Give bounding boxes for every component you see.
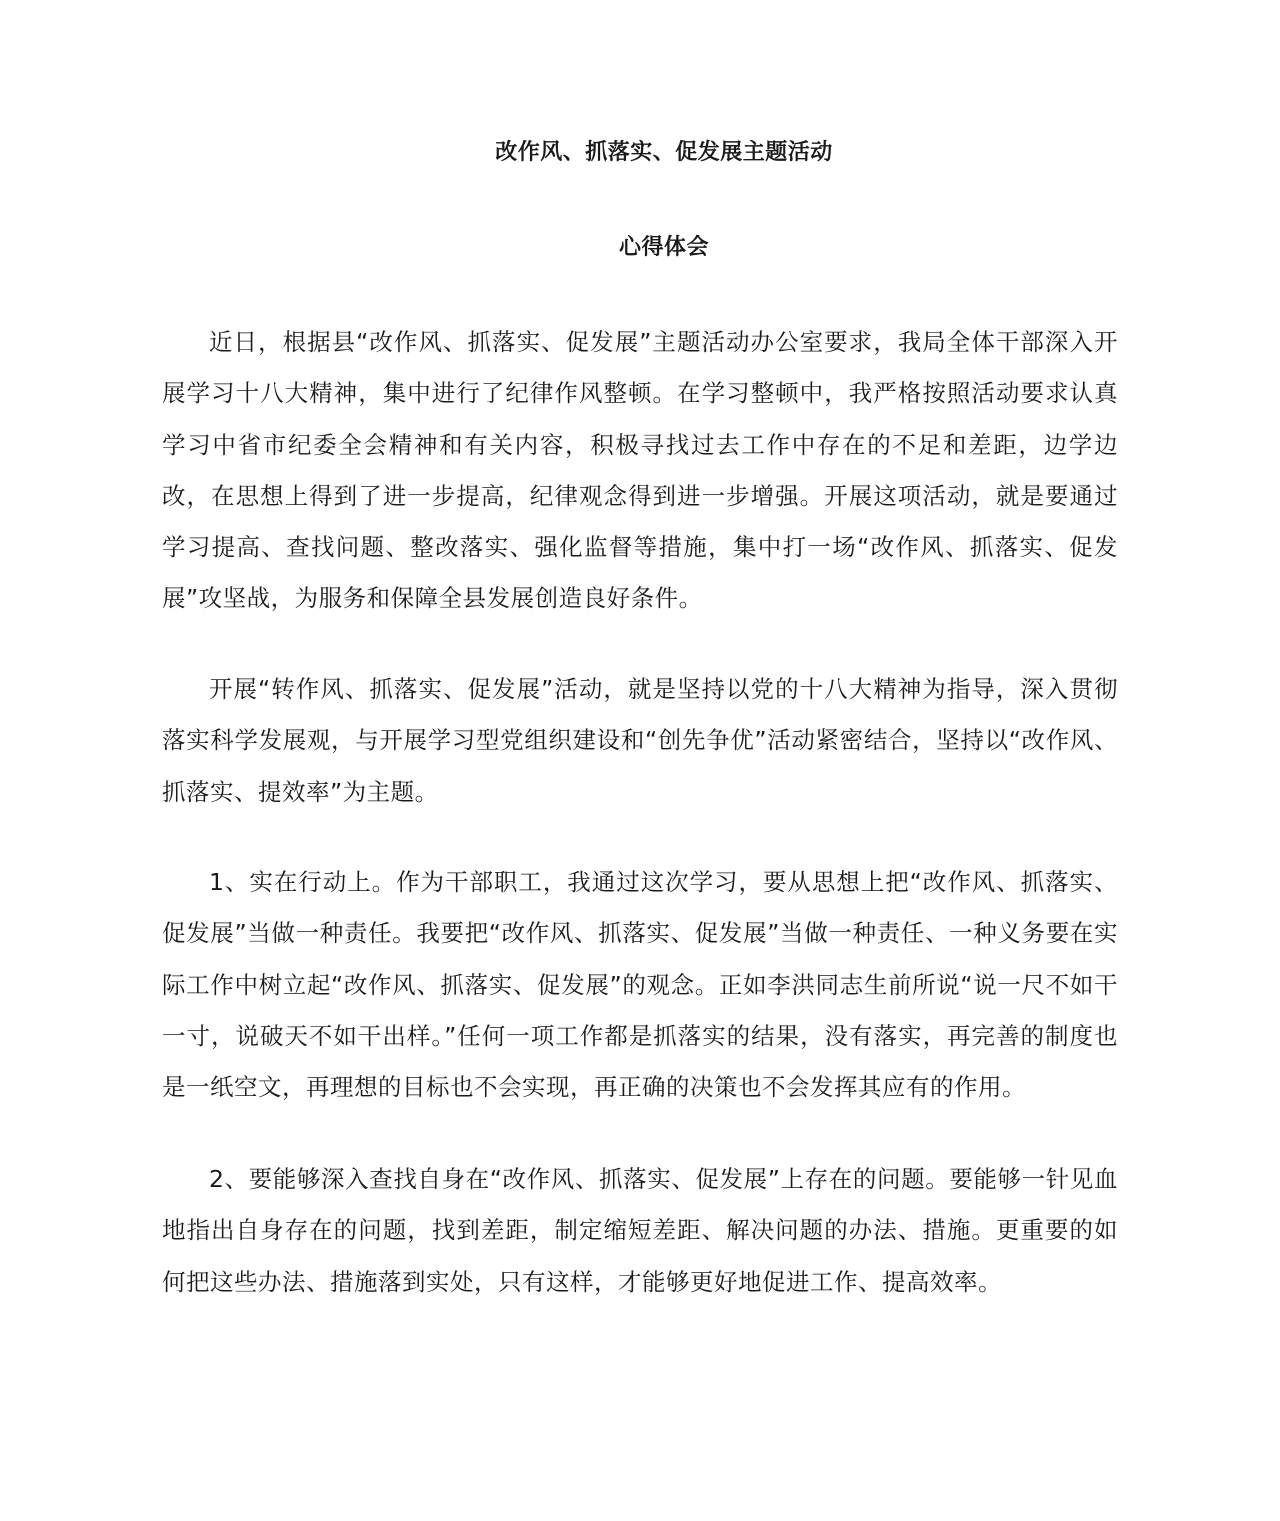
document-title: 改作风、抓落实、促发展主题活动: [495, 140, 833, 165]
paragraph-intro: 近日，根据县“改作风、抓落实、促发展”主题活动办公室要求，我局全体干部深入开展学习十八大精神，集中进行了纪律作风整顿。在学习整顿中，我严格按照活动要求认真学习中省市纪委全会精神和有关内容，积极寻找过去工作中存在的不足和差距，边学边改，在思想上得到了进一步提高，纪律观念得到进一步增强。开展这项活动，就是要通过学习提高、查找问题、整改落实、强化监督等措施，集中打一场“改作风、抓落实、促发展”攻坚战，为服务和保障全县发展创造良好条件。: [162, 328, 1118, 613]
paragraph-point-2: 2、要能够深入查找自身在“改作风、抓落实、促发展”上存在的问题。要能够一针见血地指出自身存在的问题，找到差距，制定缩短差距、解决问题的办法、措施。更重要的如何把这些办法、措施落到实处，只有这样，才能够更好地促进工作、提高效率。: [162, 1165, 1118, 1296]
paragraph-activity-purpose: 开展“转作风、抓落实、促发展”活动，就是坚持以党的十八大精神为指导，深入贯彻落实科学发展观，与开展学习型党组织建设和“创先争优”活动紧密结合，坚持以“改作风、抓落实、提效率”为主题。: [162, 675, 1118, 806]
document-subtitle: 心得体会: [618, 235, 709, 260]
paragraph-point-1: 1、实在行动上。作为干部职工，我通过这次学习，要从思想上把“改作风、抓落实、促发展”当做一种责任。我要把“改作风、抓落实、促发展”当做一种责任、一种义务要在实际工作中树立起“改作风、抓落实、促发展”的观念。正如李洪同志生前所说“说一尺不如干一寸，说破天不如干出样。”任何一项工作都是抓落实的结果，没有落实，再完善的制度也是一纸空文，再理想的目标也不会实现，再正确的决策也不会发挥其应有的作用。: [162, 868, 1118, 1102]
